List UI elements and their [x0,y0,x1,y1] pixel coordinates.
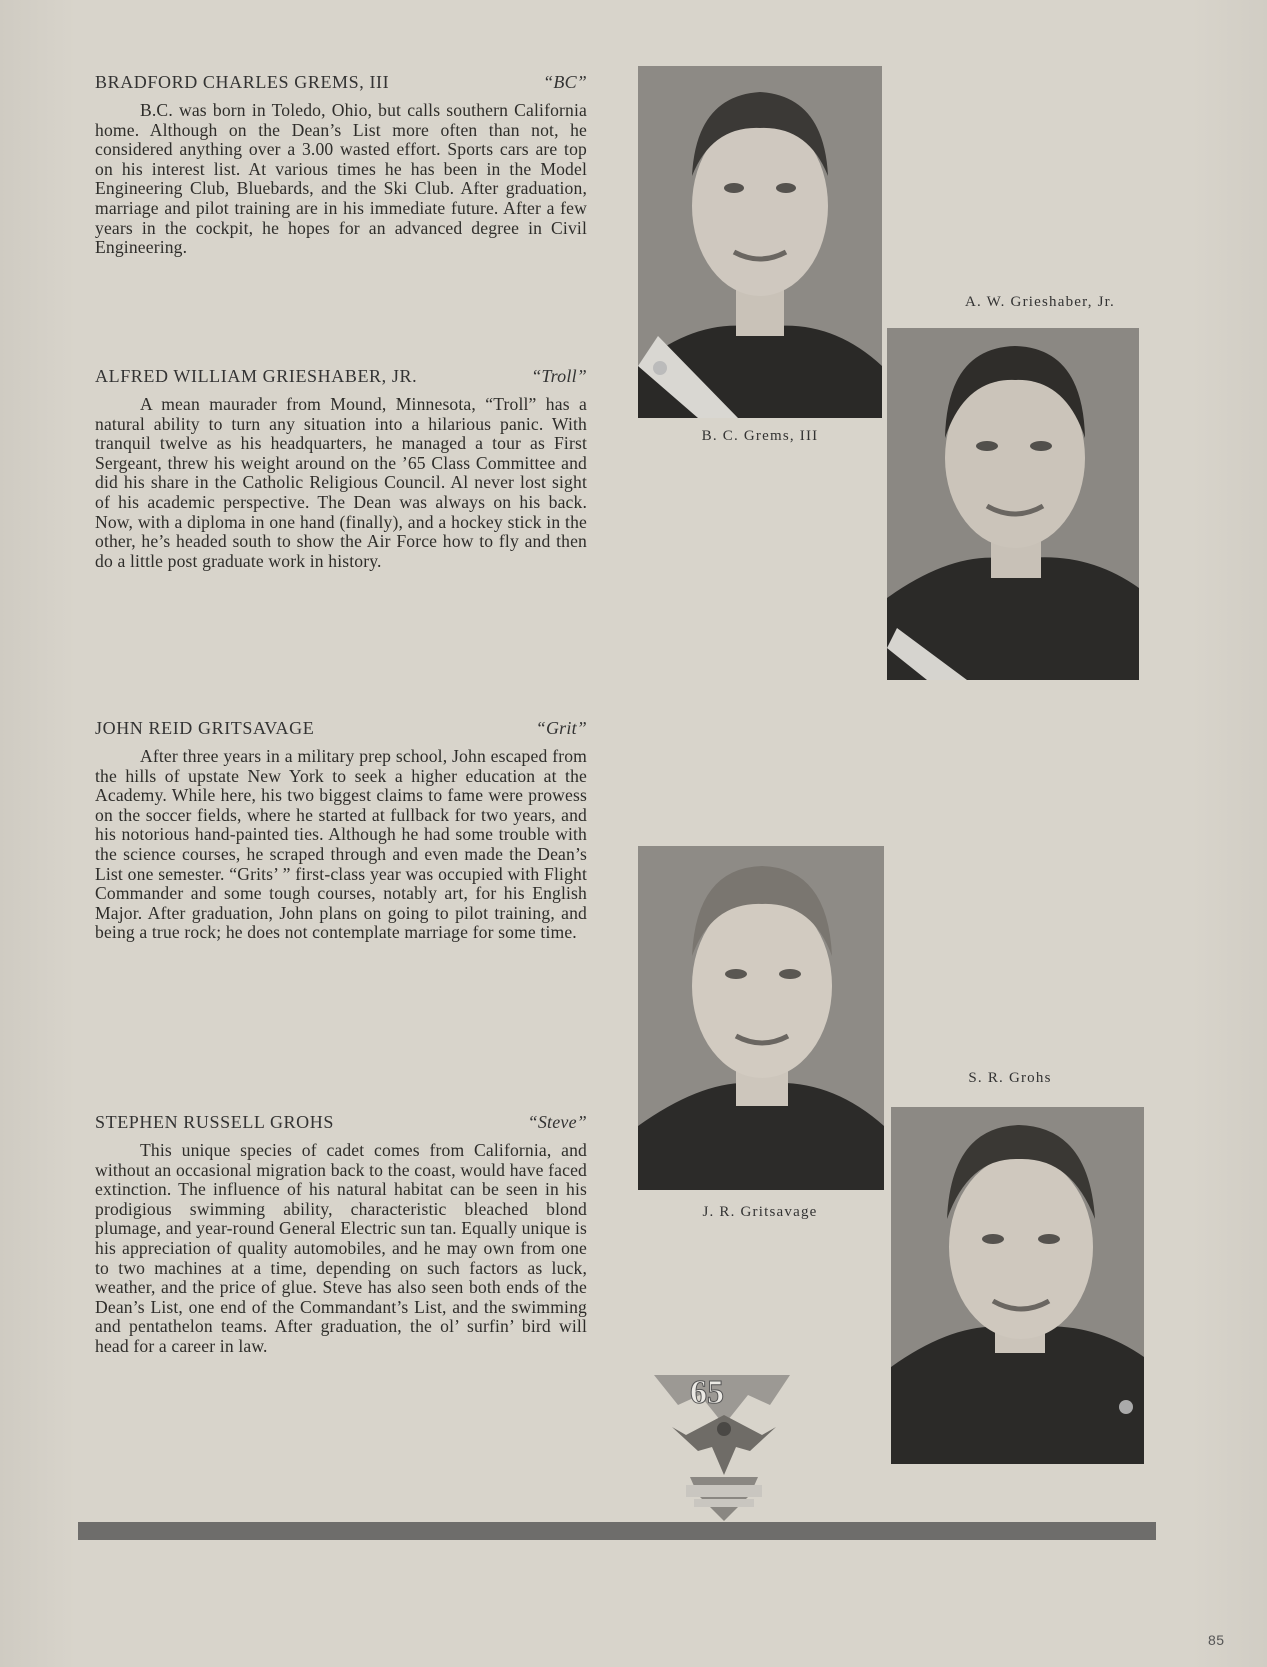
caption-grieshaber: A. W. Grieshaber, Jr. [965,294,1115,310]
cadet-nickname: “Troll” [531,366,587,386]
entry-grohs [95,1112,587,1357]
portrait-grohs [891,1107,1144,1464]
cadet-name: ALFRED WILLIAM GRIESHABER, JR. [95,366,418,386]
class-crest-emblem [650,1365,798,1525]
entry-header [95,718,587,739]
entry-header [95,366,587,387]
portrait-grieshaber [887,328,1139,680]
cadet-name: JOHN REID GRITSAVAGE [95,718,315,738]
portrait-gritsavage [638,846,884,1190]
caption-grems: B. C. Grems, III [701,428,819,444]
cadet-bio: A mean maurader from Mound, Minnesota, “Troll” has a natural ability to turn any situation into a hilarious panic. With tranquil twelve as his headquarters, he managed a tour as First Sergeant, threw his weight around on the ’65 Class Committee and did his share in the Catholic Religious Council. Al never lost sight of his academic perspective. The Dean was always on his back. Now, with a diploma in one hand (finally), and a hockey stick in the other, he’s headed south to show the Air Force how to fly and then do a little post graduate work in history. [95,394,587,571]
cadet-nickname: “Steve” [527,1112,587,1132]
crest-year-text: 65 [690,1374,724,1411]
page-number: 85 [1208,1632,1225,1648]
caption-gritsavage: J. R. Gritsavage [702,1204,818,1220]
cadet-name: BRADFORD CHARLES GREMS, III [95,72,390,92]
cadet-name: STEPHEN RUSSELL GROHS [95,1112,334,1132]
caption-grohs: S. R. Grohs [968,1070,1052,1086]
portrait-grems [638,66,882,418]
bottom-rule-bar [78,1522,1156,1540]
cadet-bio: B.C. was born in Toledo, Ohio, but calls southern California home. Although on the Dean’s List more often than not, he considered anything over a 3.00 wasted effort. Sports cars are top on his interest list. At various times he has been in the Model Engineering Club, Bluebards, and the Ski Club. After graduation, marriage and pilot training are in his immediate future. After a few years in the cockpit, he hopes for an advanced degree in Civil Engineering. [95,100,587,258]
entry-header [95,72,587,93]
cadet-nickname: “Grit” [535,718,587,738]
entry-grieshaber [95,366,587,571]
cadet-nickname: “BC” [543,72,587,92]
cadet-bio: This unique species of cadet comes from California, and without an occasional migration back to the coast, would have faced extinction. The influence of his natural habitat can be seen in his prodigious swimming ability, characteristic bleached blond plumage, and year-round General Electric sun tan. Equally unique is his appreciation of quality automobiles, and he may own from one to two machines at a time, depending on such factors as luck, weather, and the price of glue. Steve has also seen both ends of the Dean’s List, one end of the Commandant’s List, and the swimming and pentathelon teams. After graduation, the ol’ surfin’ bird will head for a career in law. [95,1140,587,1356]
cadet-bio: After three years in a military prep school, John escaped from the hills of upstate New York to seek a higher education at the Academy. While here, his two biggest claims to fame were prowess on the soccer fields, where he started at fullback for two years, and his notorious hand-painted ties. Although he had some trouble with the science courses, he scraped through and even made the Dean’s List one semester. “Grits’ ” first-class year was occupied with Flight Commander and some tough courses, notably art, for his English Major. After graduation, John plans on going to pilot training, and being a true rock; he does not contemplate marriage for some time. [95,746,587,943]
entry-grems [95,72,587,258]
entry-header [95,1112,587,1133]
entry-gritsavage [95,718,587,943]
